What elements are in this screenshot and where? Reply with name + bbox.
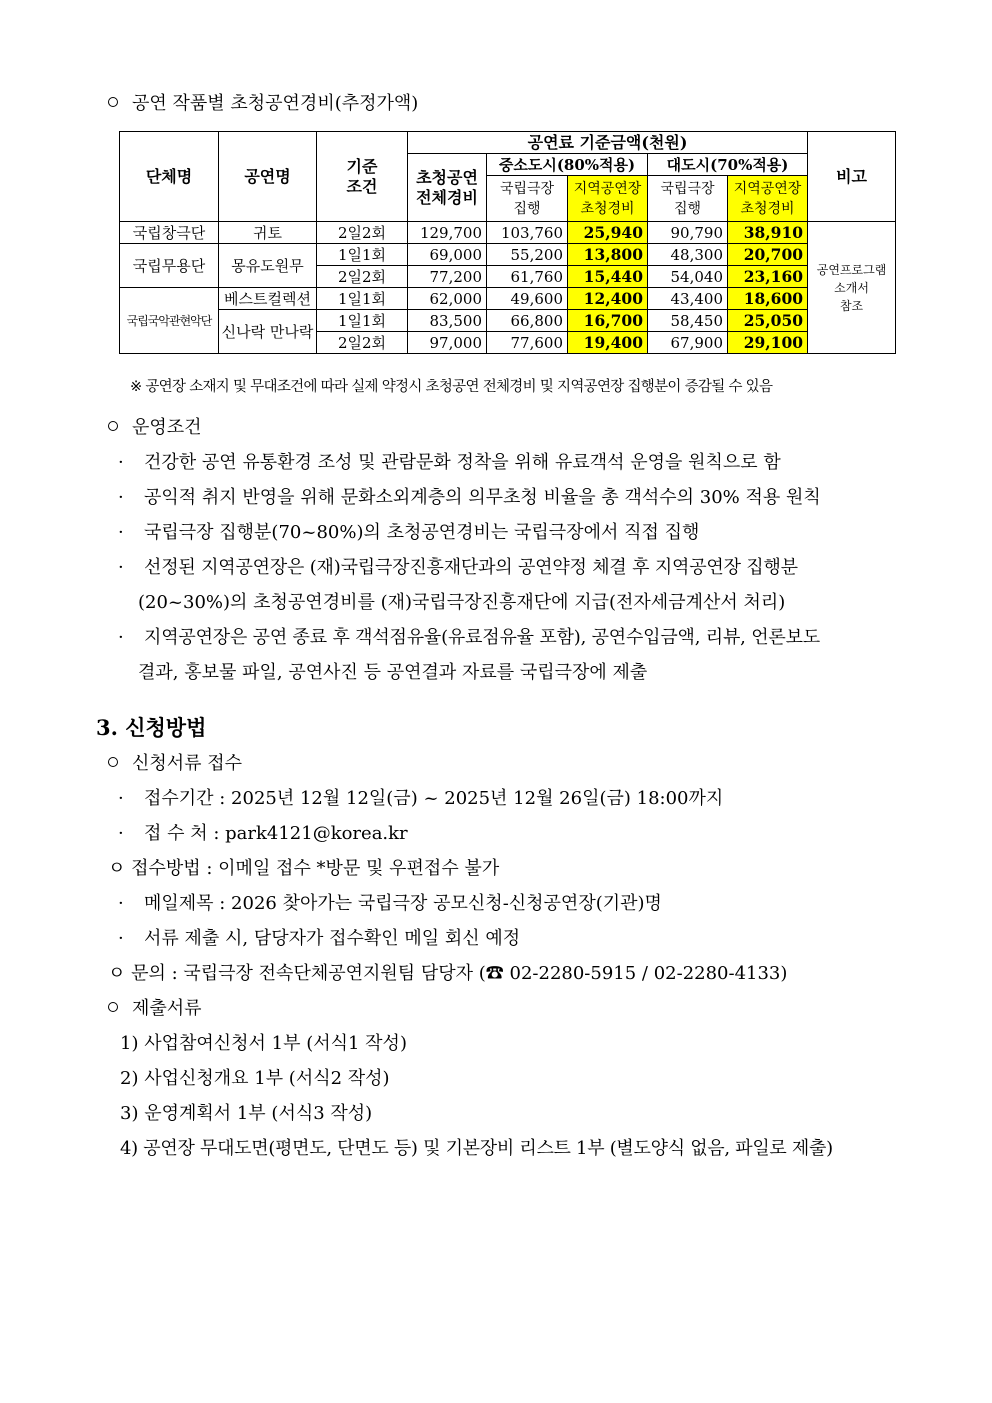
- method-line: ㅇ 접수방법 : 이메일 접수 *방문 및 우편접수 불가: [108, 858, 500, 879]
- section-title-fee: 공연 작품별 초청공연경비(추정가액): [108, 92, 418, 116]
- cell-total: 97,000: [408, 332, 487, 354]
- header-big-city: 대도시(70%적용): [648, 154, 808, 176]
- cell-mid-national: 77,600: [487, 332, 568, 354]
- list-item: · 접 수 처 : park4121@korea.kr: [118, 823, 408, 844]
- cell-big-national: 43,400: [648, 288, 728, 310]
- cell-basis: 1일1회: [317, 244, 408, 266]
- cell-big-local: 25,050: [728, 310, 808, 332]
- section-heading: 3. 신청방법: [96, 715, 207, 740]
- header-remark: 비고: [808, 132, 896, 222]
- cell-big-local: 38,910: [728, 222, 808, 244]
- cell-total: 77,200: [408, 266, 487, 288]
- list-item: · 접수기간 : 2025년 12월 12일(금) ~ 2025년 12월 26일(금) 18:00까지: [118, 788, 724, 809]
- cell-big-local: 20,700: [728, 244, 808, 266]
- cell-big-local: 18,600: [728, 288, 808, 310]
- cell-mid-national: 66,800: [487, 310, 568, 332]
- list-item: 1) 사업참여신청서 1부 (서식1 작성): [120, 1033, 407, 1054]
- cell-basis: 2일2회: [317, 266, 408, 288]
- cell-mid-local: 13,800: [568, 244, 648, 266]
- cell-mid-local: 12,400: [568, 288, 648, 310]
- cell-mid-local: 25,940: [568, 222, 648, 244]
- table-row: [120, 222, 896, 244]
- table-row: [120, 310, 896, 332]
- list-item: 2) 사업신청개요 1부 (서식2 작성): [120, 1068, 390, 1089]
- cell-work: 몽유도원무: [219, 244, 317, 288]
- header-mid-city: 중소도시(80%적용): [487, 154, 648, 176]
- circle-bullet-icon: [108, 757, 118, 767]
- cell-mid-local: 19,400: [568, 332, 648, 354]
- circle-bullet-icon: [108, 421, 118, 431]
- cell-total: 69,000: [408, 244, 487, 266]
- cell-basis: 1일1회: [317, 288, 408, 310]
- list-item: · 공익적 취지 반영을 위해 문화소외계층의 의무초청 비율을 총 객석수의 30% 적용 원칙: [118, 487, 821, 508]
- cell-big-local: 23,160: [728, 266, 808, 288]
- cell-mid-national: 103,760: [487, 222, 568, 244]
- list-item: · 국립극장 집행분(70~80%)의 초청공연경비는 국립극장에서 직접 집행: [118, 522, 700, 543]
- header-basis: 기준 조건: [317, 132, 408, 222]
- list-item: · 선정된 지역공연장은 (재)국립극장진흥재단과의 공연약정 체결 후 지역공연장 집행분: [118, 557, 798, 578]
- header-total: 초청공연 전체경비: [408, 154, 487, 222]
- cell-total: 83,500: [408, 310, 487, 332]
- list-item: 3) 운영계획서 1부 (서식3 작성): [120, 1103, 373, 1124]
- cell-work: 신나락 만나락: [219, 310, 317, 354]
- cell-total: 62,000: [408, 288, 487, 310]
- circle-bullet-icon: [108, 1002, 118, 1012]
- cell-basis: 2일2회: [317, 332, 408, 354]
- cell-org: 국립무용단: [120, 244, 219, 288]
- operation-title: 운영조건: [108, 416, 202, 440]
- header-org: 단체명: [120, 132, 219, 222]
- cell-big-national: 67,900: [648, 332, 728, 354]
- cell-work: 귀토: [219, 222, 317, 244]
- cell-big-national: 58,450: [648, 310, 728, 332]
- cell-big-national: 54,040: [648, 266, 728, 288]
- docs-title: 제출서류: [108, 997, 202, 1021]
- cell-remark: 공연프로그램 소개서 참조: [808, 222, 896, 354]
- cell-org: 국립창극단: [120, 222, 219, 244]
- circle-bullet-icon: [108, 97, 118, 107]
- cell-mid-local: 16,700: [568, 310, 648, 332]
- header-fee-group: 공연료 기준금액(천원): [408, 132, 808, 154]
- cell-mid-national: 55,200: [487, 244, 568, 266]
- cell-mid-local: 15,440: [568, 266, 648, 288]
- header-big-local: 지역공연장 초청경비: [728, 176, 808, 222]
- receipt-title: 신청서류 접수: [108, 752, 242, 776]
- list-item: 4) 공연장 무대도면(평면도, 단면도 등) 및 기본장비 리스트 1부 (별도양식 없음, 파일로 제출): [120, 1138, 833, 1159]
- list-item: · 지역공연장은 공연 종료 후 객석점유율(유료점유율 포함), 공연수입금액, 리뷰, 언론보도: [118, 627, 820, 648]
- inquiry-line: ㅇ 문의 : 국립극장 전속단체공연지원팀 담당자 (☎ 02-2280-5915 / 02-2280-4133): [108, 963, 788, 984]
- list-item-continuation: (20~30%)의 초청공연경비를 (재)국립극장진흥재단에 지급(전자세금계산서 처리): [138, 592, 786, 613]
- list-item: · 서류 제출 시, 담당자가 접수확인 메일 회신 예정: [118, 928, 521, 949]
- cell-basis: 1일1회: [317, 310, 408, 332]
- header-mid-national: 국립극장 집행: [487, 176, 568, 222]
- cell-big-local: 29,100: [728, 332, 808, 354]
- header-mid-local: 지역공연장 초청경비: [568, 176, 648, 222]
- table-row: [120, 244, 896, 266]
- list-item: · 건강한 공연 유통환경 조성 및 관람문화 정착을 위해 유료객석 운영을 원칙으로 함: [118, 452, 781, 473]
- list-item: · 메일제목 : 2026 찾아가는 국립극장 공모신청-신청공연장(기관)명: [118, 893, 662, 914]
- header-big-national: 국립극장 집행: [648, 176, 728, 222]
- table-row: [120, 288, 896, 310]
- fee-table: [119, 131, 896, 354]
- table-note: ※ 공연장 소재지 및 무대조건에 따라 실제 약정시 초청공연 전체경비 및 지역공연장 집행분이 증감될 수 있음: [130, 379, 773, 395]
- cell-total: 129,700: [408, 222, 487, 244]
- cell-mid-national: 61,760: [487, 266, 568, 288]
- header-work: 공연명: [219, 132, 317, 222]
- cell-big-national: 90,790: [648, 222, 728, 244]
- cell-mid-national: 49,600: [487, 288, 568, 310]
- list-item-continuation: 결과, 홍보물 파일, 공연사진 등 공연결과 자료를 국립극장에 제출: [138, 662, 648, 683]
- cell-org: 국립국악관현악단: [120, 288, 219, 354]
- cell-work: 베스트컬렉션: [219, 288, 317, 310]
- cell-basis: 2일2회: [317, 222, 408, 244]
- cell-big-national: 48,300: [648, 244, 728, 266]
